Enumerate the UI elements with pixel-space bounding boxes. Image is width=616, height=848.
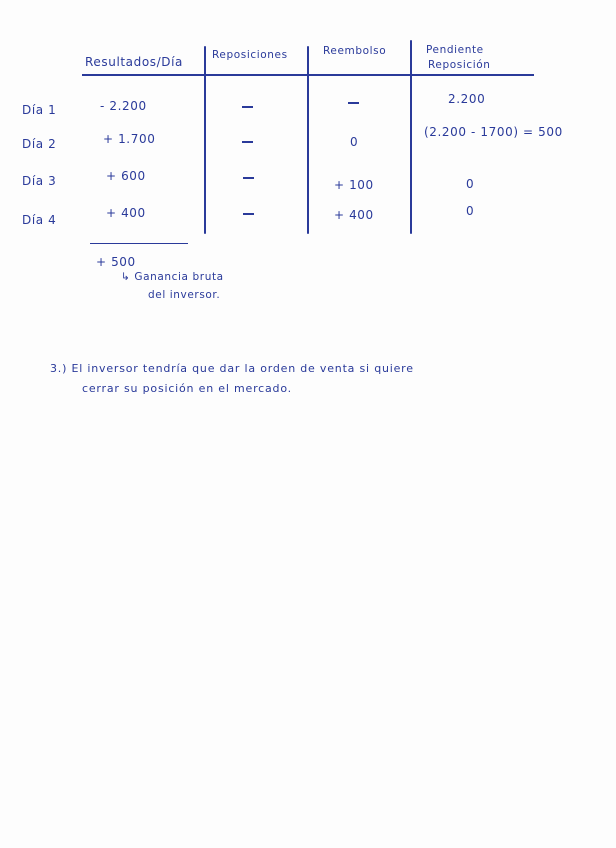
header-reposicion: Reposición (428, 59, 491, 71)
column-divider-3 (410, 40, 412, 234)
row-reembolso: + 400 (334, 208, 374, 222)
row-day-label: Día 3 (22, 174, 57, 188)
row-resultado: + 1.700 (103, 132, 156, 146)
row-pendiente: 0 (466, 204, 475, 218)
row-reembolso-dash (348, 102, 359, 104)
row-reposiciones-dash (242, 141, 253, 143)
row-day-label: Día 4 (22, 213, 57, 227)
row-day-label: Día 2 (22, 137, 57, 151)
header-resultados: Resultados/Día (85, 55, 184, 69)
row-reposiciones-dash (242, 106, 253, 108)
total-result: + 500 (96, 255, 136, 269)
total-note-line-2: del inversor. (148, 289, 221, 301)
sum-underline (90, 243, 188, 244)
header-pendiente: Pendiente (426, 44, 484, 56)
row-reposiciones-dash (243, 177, 254, 179)
row-pendiente: (2.200 - 1700) = 500 (424, 125, 563, 139)
row-resultado: + 600 (106, 169, 146, 183)
total-note-line-1: ↳ Ganancia bruta (121, 271, 224, 283)
column-divider-1 (204, 46, 206, 234)
answer-line-2: cerrar su posición en el mercado. (82, 382, 292, 395)
header-reposiciones: Reposiciones (212, 49, 288, 61)
row-pendiente: 0 (466, 177, 475, 191)
row-reembolso: + 100 (334, 178, 374, 192)
row-reposiciones-dash (243, 213, 254, 215)
answer-line-1: 3.) El inversor tendría que dar la orden de venta si quiere (50, 362, 414, 375)
row-resultado: - 2.200 (100, 99, 147, 113)
column-divider-2 (307, 46, 309, 234)
row-pendiente: 2.200 (448, 92, 486, 106)
row-resultado: + 400 (106, 206, 146, 220)
row-reembolso: 0 (350, 135, 359, 149)
header-reembolso: Reembolso (323, 45, 387, 57)
row-day-label: Día 1 (22, 103, 57, 117)
